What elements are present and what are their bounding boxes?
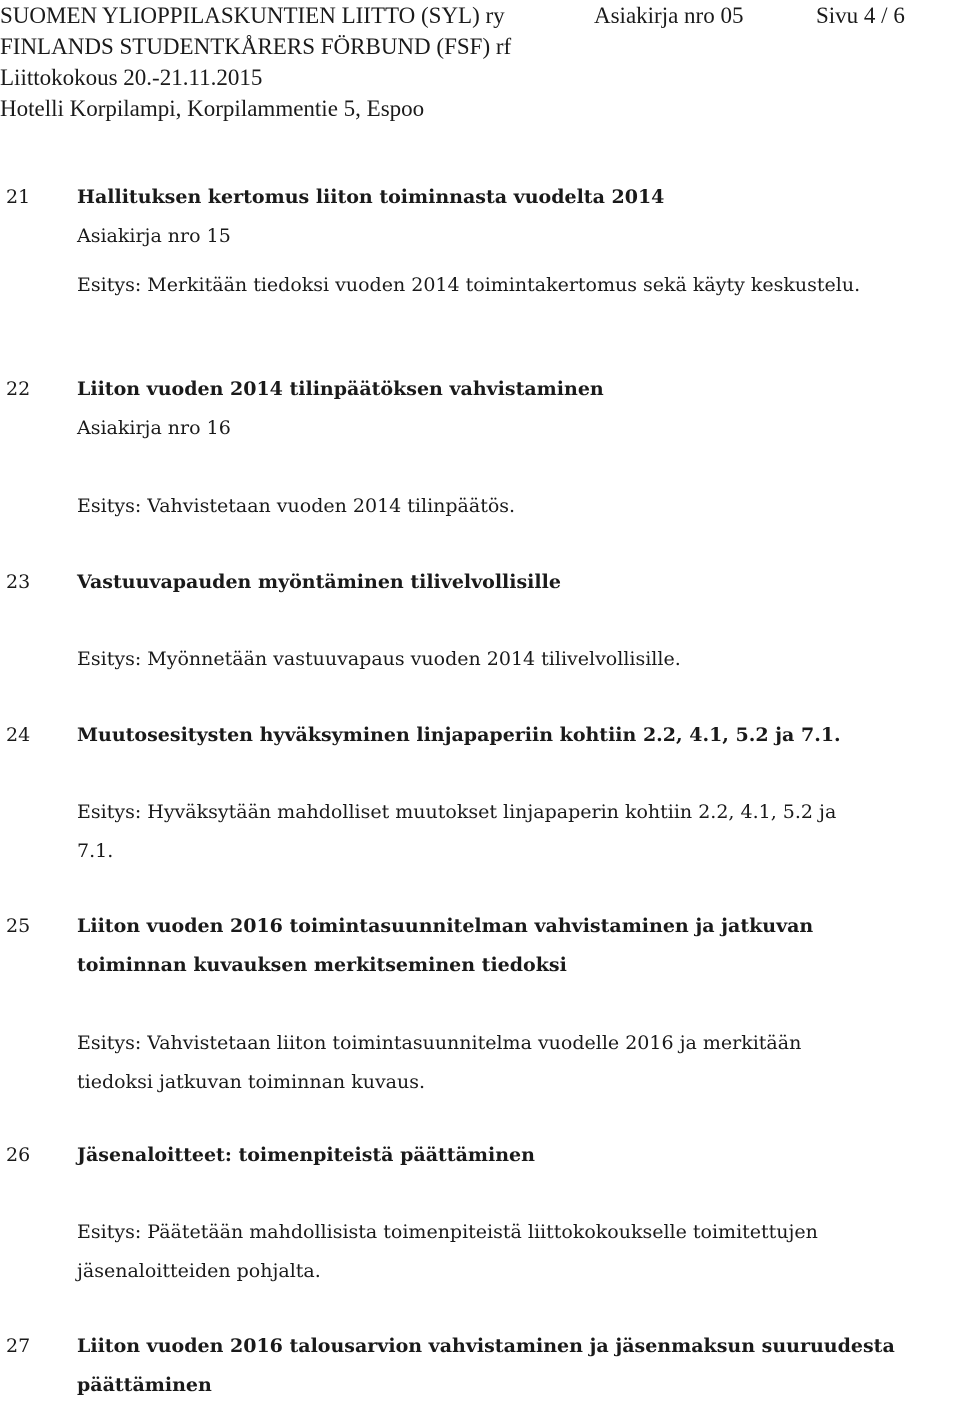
document-number: Asiakirja nro 05 [594,3,744,28]
header-row-4 [0,93,960,124]
item-title: Hallituksen kertomus liiton toiminnasta vuodelta 2014 [77,186,665,208]
item-number: 27 [6,1335,31,1357]
item-number: 22 [6,378,31,400]
item-proposal: Esitys: Myönnetään vastuuvapaus vuoden 2014 tilivelvollisille. [77,648,681,670]
item-title: Vastuuvapauden myöntäminen tilivelvollisille [77,571,561,593]
item-proposal-line-1: Esitys: Vahvistetaan liiton toimintasuunnitelma vuodelle 2016 ja merkitään [77,1032,802,1054]
item-proposal-line-1: Esitys: Hyväksytään mahdolliset muutokset linjapaperin kohtiin 2.2, 4.1, 5.2 ja [77,801,837,823]
item-proposal: Esitys: Merkitään tiedoksi vuoden 2014 toimintakertomus sekä käyty keskustelu. [77,274,861,296]
item-title-line-2: toiminnan kuvauksen merkitseminen tiedoksi [77,954,567,976]
header-row-3 [0,62,960,93]
item-number: 25 [6,915,31,937]
item-proposal-line-2: jäsenaloitteiden pohjalta. [77,1260,321,1282]
item-proposal-line-1: Esitys: Päätetään mahdollisista toimenpiteistä liittokokoukselle toimitettujen [77,1221,818,1243]
header-row-2 [0,31,960,62]
item-attachment: Asiakirja nro 16 [77,417,231,439]
item-title: Muutosesitysten hyväksyminen linjapaperiin kohtiin 2.2, 4.1, 5.2 ja 7.1. [77,724,841,746]
item-attachment: Asiakirja nro 15 [77,225,231,247]
item-title-line-1: Liiton vuoden 2016 toimintasuunnitelman vahvistaminen ja jatkuvan [77,915,814,937]
item-title-line-1: Liiton vuoden 2016 talousarvion vahvistaminen ja jäsenmaksun suuruudesta [77,1335,895,1357]
organization-name-fi: SUOMEN YLIOPPILASKUNTIEN LIITTO (SYL) ry [0,3,505,28]
item-title: Jäsenaloitteet: toimenpiteistä päättäminen [77,1144,535,1166]
item-proposal: Esitys: Vahvistetaan vuoden 2014 tilinpäätös. [77,495,516,517]
item-title-line-2: päättäminen [77,1374,212,1396]
item-number: 26 [6,1144,31,1166]
page-number: Sivu 4 / 6 [816,3,905,28]
item-proposal-line-2: 7.1. [77,840,114,862]
item-number: 21 [6,186,31,208]
item-title: Liiton vuoden 2014 tilinpäätöksen vahvistaminen [77,378,604,400]
item-number: 23 [6,571,31,593]
item-number: 24 [6,724,31,746]
meeting-date: Liittokokous 20.-21.11.2015 [0,65,263,90]
meeting-location: Hotelli Korpilampi, Korpilammentie 5, Espoo [0,96,425,121]
item-proposal-line-2: tiedoksi jatkuvan toiminnan kuvaus. [77,1071,426,1093]
document-header [0,0,960,124]
organization-name-sv: FINLANDS STUDENTKÅRERS FÖRBUND (FSF) rf [0,34,512,59]
